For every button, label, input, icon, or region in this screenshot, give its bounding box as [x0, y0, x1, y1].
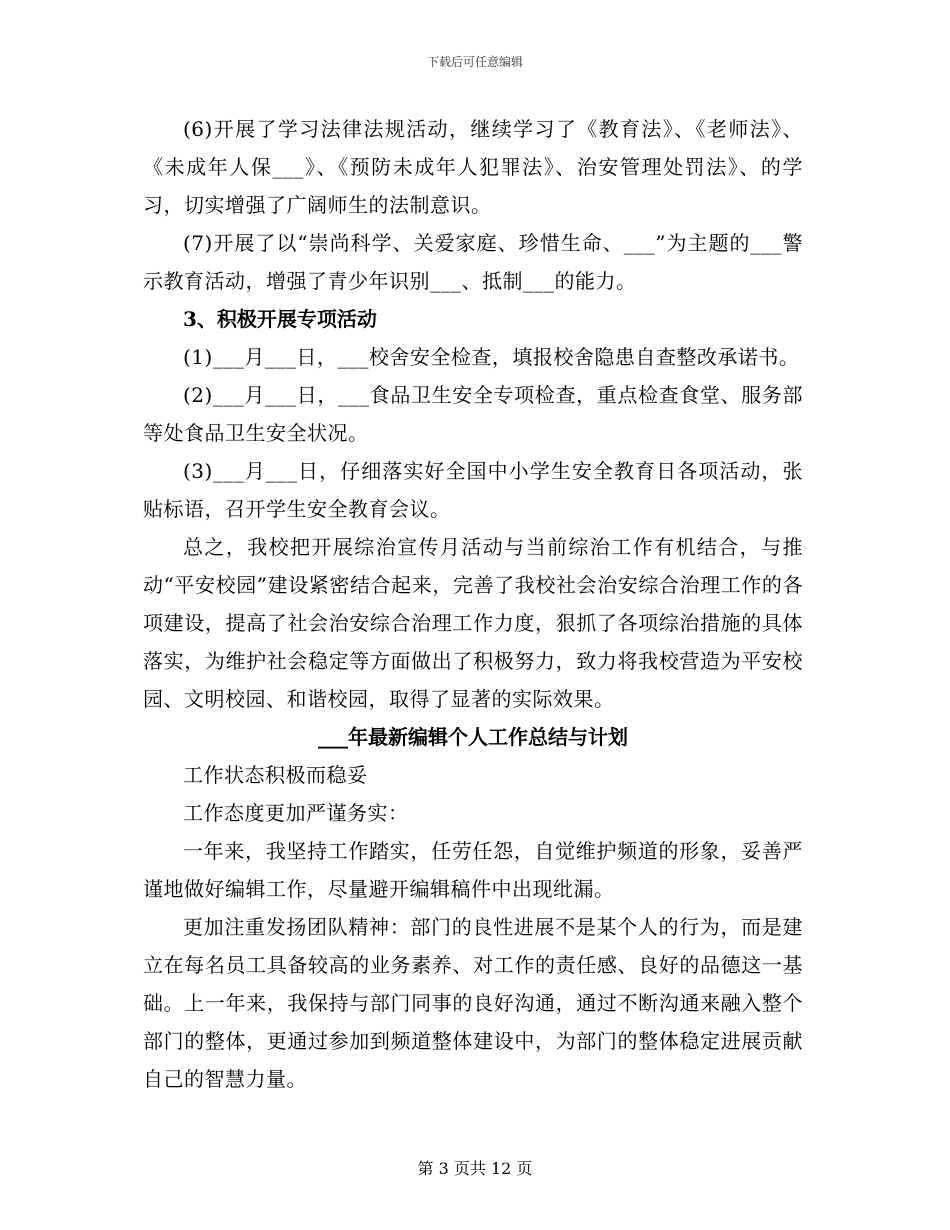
document-body	[143, 110, 803, 1098]
paragraph: 更加注重发扬团队精神：部门的良性进展不是某个人的行为，而是建立在每名员工具备较高的业务素养、对工作的责任感、良好的品德这一基础。上一年来，我保持与部门同事的良好沟通，通过不断沟通来融入整个部门的整体，更通过参加到频道整体建设中，为部门的整体稳定进展贡献自己的智慧力量。	[143, 915, 803, 1091]
paragraph: (3)___月___日，仔细落实好全国中小学生安全教育日各项活动，张贴标语，召开学生安全教育会议。	[143, 459, 803, 521]
paragraph: 工作态度更加严谨务实：	[183, 801, 409, 825]
paragraph: 一年来，我坚持工作踏实，任劳任怨，自觉维护频道的形象，妥善严谨地做好编辑工作，尽量避开编辑稿件中出现纰漏。	[143, 839, 803, 901]
paragraph: (2)___月___日，___食品卫生安全专项检查，重点检查食堂、服务部等处食品卫生安全状况。	[143, 383, 803, 445]
section-heading: 3、积极开展专项活动	[183, 307, 377, 331]
page-header: 下载后可任意编辑	[426, 55, 523, 69]
paragraph: (1)___月___日，___校舍安全检查，填报校舍隐患自查整改承诺书。	[183, 345, 800, 369]
paragraph: (7)开展了以“崇尚科学、关爱家庭、珍惜生命、___”为主题的___警示教育活动，增强了青少年识别___、抵制___的能力。	[143, 231, 803, 293]
paragraph: 总之，我校把开展综治宣传月活动与当前综治工作有机结合，与推动“平安校园”建设紧密结合起来，完善了我校社会治安综合治理工作的各项建设，提高了社会治安综合治理工作力度，狠抓了各项综治措施的具体落实，为维护社会稳定等方面做出了积极努力，致力将我校营造为平安校园、文明校园、和谐校园，取得了显著的实际效果。	[143, 535, 803, 711]
paragraph: (6)开展了学习法律法规活动，继续学习了《教育法》、《老师法》、《未成年人保___》、《预防未成年人犯罪法》、治安管理处罚法》、的学习，切实增强了广阔师生的法制意识。	[143, 117, 803, 217]
page-footer: 第 3 页共 12 页	[417, 1159, 533, 1178]
paragraph: 工作状态积极而稳妥	[183, 763, 368, 787]
document-title: ___年最新编辑个人工作总结与计划	[318, 725, 628, 749]
